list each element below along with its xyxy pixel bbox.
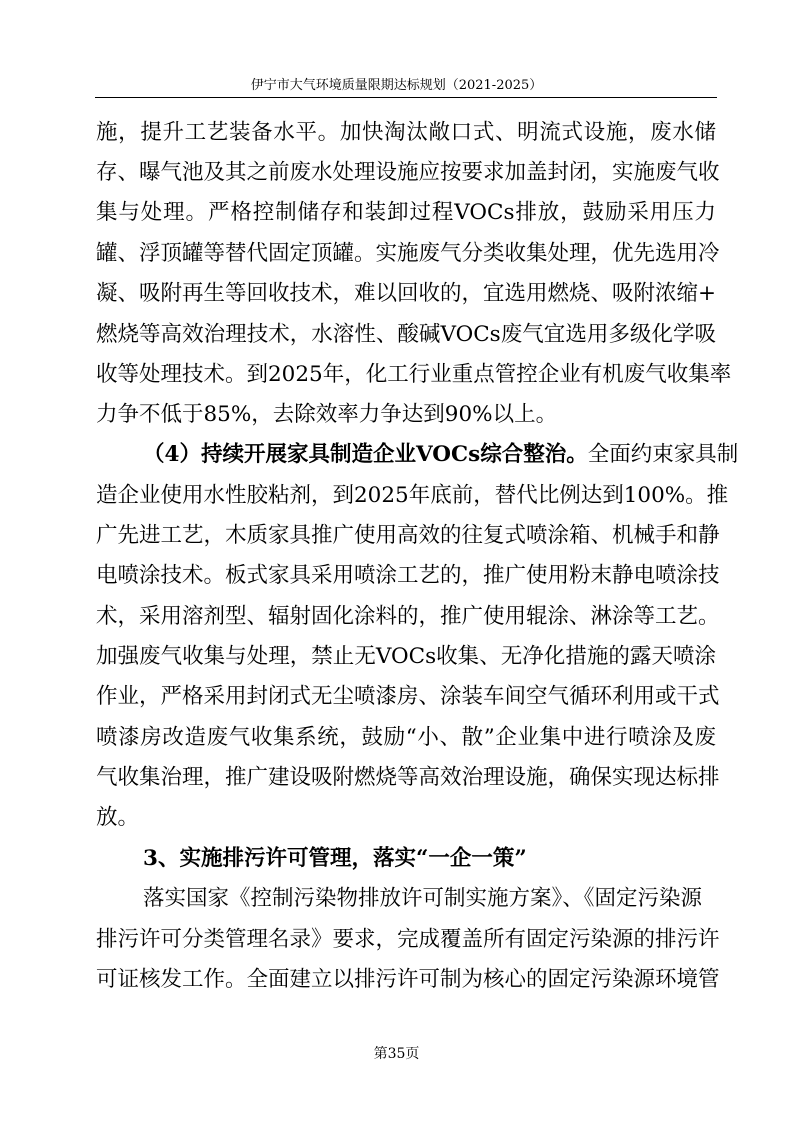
body-line: 造企业使用水性胶粘剂，到2025年底前，替代比例达到100%。推: [96, 483, 729, 508]
body-line: 术，采用溶剂型、辐射固化涂料的，推广使用辊涂、淋涂等工艺。: [96, 604, 720, 629]
body-line: 落实国家《控制污染物排放许可制实施方案》、《固定污染源: [143, 886, 703, 911]
body-line: 加强废气收集与处理，禁止无VOCs收集、无净化措施的露天喷涂: [96, 644, 716, 669]
running-header: 伊宁市大气环境质量限期达标规划（2021-2025）: [250, 78, 543, 93]
body-line: 排污许可分类管理名录》要求，完成覆盖所有固定污染源的排污许: [96, 927, 720, 952]
body-line: 集与处理。严格控制储存和装卸过程VOCs排放，鼓励采用压力: [96, 200, 716, 225]
body-line: 可证核发工作。全面建立以排污许可制为核心的固定污染源环境管: [96, 967, 720, 992]
body-line: 电喷涂技术。板式家具采用喷涂工艺的，推广使用粉末静电喷涂技: [96, 563, 720, 588]
body-line: 力争不低于85%，去除效率力争达到90%以上。: [96, 402, 558, 427]
body-line: 施，提升工艺装备水平。加快淘汰敞口式、明流式设施，废水储: [96, 120, 716, 145]
body-line: 凝、吸附再生等回收技术，难以回收的，宜选用燃烧、吸附浓缩+: [96, 281, 717, 306]
item4-heading: （4）持续开展家具制造企业VOCs综合整治。: [143, 442, 588, 467]
body-line: 作业，严格采用封闭式无尘喷漆房、涂装车间空气循环利用或干式: [96, 684, 720, 709]
item4-first-line: [143, 437, 739, 473]
body-line: 收等处理技术。到2025年，化工行业重点管控企业有机废气收集率: [96, 362, 732, 387]
body-line: 燃烧等高效治理技术，水溶性、酸碱VOCs废气宜选用多级化学吸: [96, 322, 716, 347]
body-line: 气收集治理，推广建设吸附燃烧等高效治理设施，确保实现达标排: [96, 765, 720, 790]
body-line: 放。: [96, 805, 140, 830]
item4-first-rest: 全面约束家具制: [587, 442, 739, 467]
body-line: 广先进工艺，木质家具推广使用高效的往复式喷涂箱、机械手和静: [96, 523, 720, 548]
page-number: 第35页: [373, 1046, 420, 1062]
body-line: 存、曝气池及其之前废水处理设施应按要求加盖封闭，实施废气收: [96, 160, 720, 185]
section-heading: 3、实施排污许可管理，落实“一企一策”: [143, 846, 527, 871]
body-line: 喷漆房改造废气收集系统，鼓励“小、散”企业集中进行喷涂及废: [96, 725, 716, 750]
header-divider: [95, 97, 717, 98]
body-line: 罐、浮顶罐等替代固定顶罐。实施废气分类收集处理，优先选用冷: [96, 241, 720, 266]
